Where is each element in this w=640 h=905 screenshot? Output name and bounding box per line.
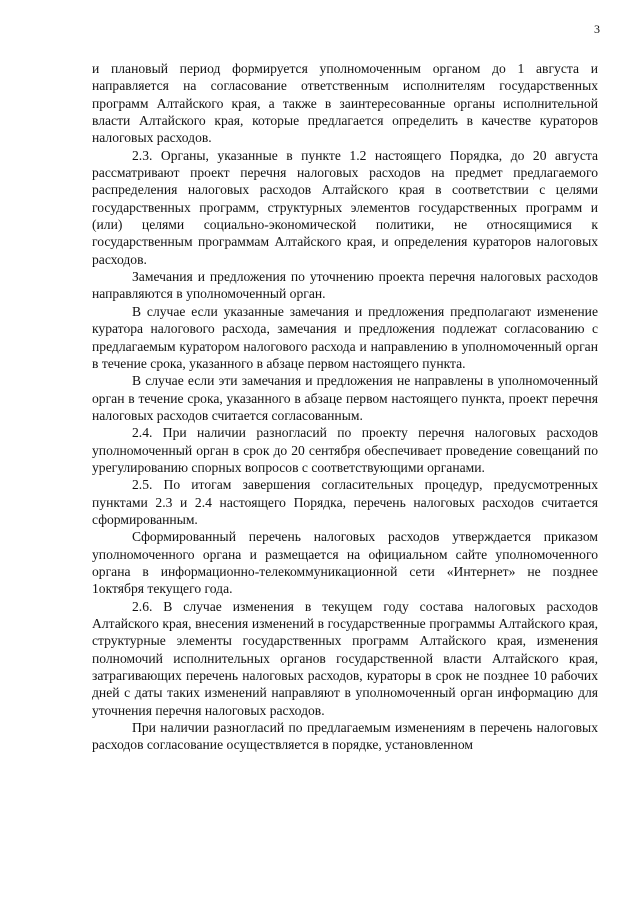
paragraph-3: Замечания и предложения по уточнению проекта перечня налоговых расходов направляются в уполномоченный орган.	[92, 269, 598, 302]
paragraph-4: В случае если указанные замечания и предложения предполагают изменение куратора налогового расхода, замечания и предложения подлежат согласованию с предлагаемым куратором налогового расхода и направлению в уполномоченный орган в течение срока, указанного в абзаце первом настоящего пункта.	[92, 303, 598, 371]
paragraph-9: 2.6. В случае изменения в текущем году состава налоговых расходов Алтайского края, внесения изменений в государственные программы Алтайского края, структурные элементы государственных программ Алтайского края, изменения полномочий исполнительных органов государственной власти Алтайского края, затрагивающих перечень налоговых расходов, кураторы в срок не позднее 10 рабочих дней с даты таких изменений направляют в уполномоченный орган информацию для уточнения перечня налоговых расходов.	[92, 598, 598, 718]
paragraph-5: В случае если эти замечания и предложения не направлены в уполномоченный орган в течение срока, указанного в абзаце первом настоящего пункта, проект перечня налоговых расходов считается согласованным.	[92, 373, 598, 423]
document-body	[92, 60, 598, 754]
paragraph-8: Сформированный перечень налоговых расходов утверждается приказом уполномоченного органа и размещается на официальном сайте уполномоченного органа в информационно-телекоммуникационной сети «Интернет» не позднее 1октября текущего года.	[92, 529, 598, 597]
paragraph-2: 2.3. Органы, указанные в пункте 1.2 настоящего Порядка, до 20 августа рассматривают проект перечня налоговых расходов на предмет предлагаемого распределения налоговых расходов Алтайского края в соответствии с целями государственных программ, структурных элементов государственных программ и (или) целями социально-экономической политики, не относящимися к государственным программам Алтайского края, и определения кураторов налоговых расходов.	[92, 147, 598, 267]
paragraph-1: и плановый период формируется уполномоченным органом до 1 августа и направляется на согласование ответственным исполнителям государственных программ Алтайского края, а также в заинтересованные органы исполнительной власти Алтайского края, которые предлагается определить в качестве кураторов налоговых расходов.	[92, 61, 598, 146]
page-number: 3	[594, 22, 600, 36]
paragraph-6: 2.4. При наличии разногласий по проекту перечня налоговых расходов уполномоченный орган в срок до 20 сентября обеспечивает проведение совещаний по урегулированию спорных вопросов с соответствующими органами.	[92, 425, 598, 475]
paragraph-10: При наличии разногласий по предлагаемым изменениям в перечень налоговых расходов согласование осуществляется в порядке, установленном	[92, 720, 598, 753]
paragraph-7: 2.5. По итогам завершения согласительных процедур, предусмотренных пунктами 2.3 и 2.4 настоящего Порядка, перечень налоговых расходов считается сформированным.	[92, 477, 598, 527]
